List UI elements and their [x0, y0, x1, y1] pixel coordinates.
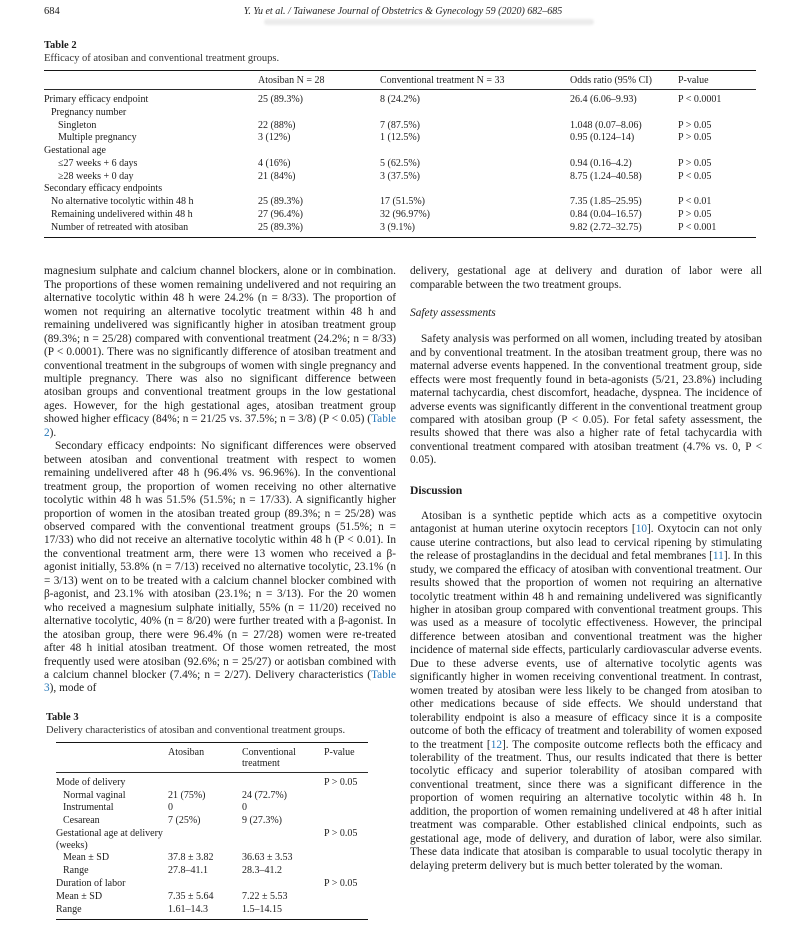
- citation-link[interactable]: 11: [712, 550, 724, 563]
- table2-block: [44, 40, 762, 238]
- table-row: [44, 196, 756, 209]
- row-label: Multiple pregnancy: [58, 132, 137, 144]
- citation-link[interactable]: 10: [635, 523, 647, 536]
- cell-value: 1 (12.5%): [380, 132, 420, 144]
- table-row: [56, 877, 368, 890]
- row-label: Range: [56, 903, 82, 915]
- row-label: Number of retreated with atosiban: [51, 221, 189, 233]
- paragraph: [410, 265, 762, 292]
- text-segment: ).: [49, 426, 57, 439]
- cell-value: [570, 145, 678, 158]
- cell-value: P > 0.05: [678, 132, 712, 144]
- column-header: Conventional treatment N = 33: [380, 75, 505, 86]
- table-row: [44, 157, 756, 170]
- text-segment: Atosiban is a synthetic peptide which acts as a competitive oxytocin antagonist at human uterine oxytocin receptors [: [410, 509, 762, 536]
- cell-value: [168, 877, 242, 890]
- cell-value: 25 (89.3%): [258, 94, 303, 105]
- row-label: Gestational age at delivery (weeks): [56, 828, 163, 851]
- table-row: [44, 132, 756, 145]
- paragraph: [44, 440, 396, 696]
- cell-value: [324, 789, 368, 802]
- row-label: Range: [63, 865, 89, 877]
- cell-value: 7 (25%): [168, 815, 201, 827]
- table-row: [56, 890, 368, 903]
- cell-value: [678, 145, 756, 158]
- running-title: Y. Yu et al. / Taiwanese Journal of Obstetrics & Gynecology 59 (2020) 682–685: [243, 6, 563, 17]
- citation-link[interactable]: 12: [490, 738, 502, 751]
- cell-value: 7.35 ± 5.64: [168, 890, 214, 902]
- row-label: ≤27 weeks + 6 days: [58, 157, 138, 169]
- text-segment: Secondary efficacy endpoints: No significant differences were observed between atosiban and conventional treatment with respect to women remaining undelivered after 48 h (96.4% vs. 96.96%). In the conventional treatment group, the proportion of women receiving no other alternative tocolytic within 48 h was 51.5% (51.5%; n = 17/33). A significantly higher proportion of women in the atosiban treated group (89.3%; n = 25/28) was observed compared with the conventional treatment groups (51.5%; n = 17/33) who did not receive an alternative tocolytic within 48 h (P < 0.01). In the conventional treatment arm, there were 13 women who received a β-agonist initially, 53.8% (n = 7/13) received no alternative tocolytic, 23.1% (n = 3/13) went on to be treated with a calcium channel blocker combined with β-agonist, and 23.1% with atosiban (23.1%; n = 3/13). For the 20 women who received a magnesium sulphate initially, 55% (n = 11/20) received no alternative tocolytic, 40% (n = 8/20) were further treated with a β-agonist. In the atosiban group, there were 96.4% (n = 27/28) women were re-treated after 48 h initial atosiban treatment. Of those women retreated, the most frequently used were atosiban (92.6%; n = 25/27) or aotisban combined with a calcium channel blocker (7.4%; n = 2/27). Delivery characteristics (: [44, 440, 396, 681]
- row-label: Cesarean: [63, 815, 100, 827]
- cell-value: [258, 145, 380, 158]
- cell-value: P < 0.01: [678, 196, 712, 208]
- cell-value: 1.5–14.15: [242, 903, 282, 915]
- table-header-row: [44, 71, 756, 90]
- table-row: [56, 852, 368, 865]
- cell-value: 21 (75%): [168, 789, 206, 801]
- table2-label: Table 2: [44, 40, 77, 51]
- table3-label: Table 3: [46, 711, 79, 723]
- table-row: [44, 183, 756, 196]
- paragraph: [410, 333, 762, 468]
- cell-value: 0.95 (0.124–14): [570, 132, 635, 144]
- table3-block: [46, 712, 396, 920]
- row-label: Secondary efficacy endpoints: [44, 183, 163, 195]
- text-segment: ), mode of: [49, 682, 97, 695]
- cell-value: 17 (51.5%): [380, 196, 425, 208]
- row-label: Instrumental: [63, 802, 114, 814]
- cell-value: P > 0.05: [324, 776, 358, 788]
- cell-value: [324, 815, 368, 828]
- section-heading-safety: Safety assessments: [410, 307, 496, 320]
- cell-value: P > 0.05: [678, 157, 712, 169]
- paragraph: [410, 510, 762, 873]
- text-segment: magnesium sulphate and calcium channel blockers, alone or in combination. The proportions of these women remaining undelivered and not requiring an alternative tocolytic within 48 h were 24.2% (n = 8/33). The proportion of women not requiring an alternative tocolytic treatment within 48 h and remaining undelivered was significantly higher in atosiban treatment group (89.3%; n = 25/28) compared with conventional treatment (24.2%; n = 8/33) (P < 0.0001). There was no significantly difference of atosiban treatment and conventional treatment in the subgroups of women with single pregnancy and multiple pregnancy. There was also no significant difference between atosiban groups and conventional treatment groups in the low gestational ages. However, for the high gestational ages, atosiban treatment group showed higher efficacy (84%; n = 21/25 vs. 37.5%; n = 3/8) (P < 0.05) (: [44, 265, 396, 426]
- table-row: [44, 106, 756, 119]
- column-header: Conventional treatment: [242, 746, 296, 769]
- text-segment: Safety analysis was performed on all women, including treated by atosiban and by conventional treatment. In the atosiban treatment group, there was no maternal adverse events happened. In the conventional treatment group, side effects were most frequently found in beta-agonists (5/21, 23.8%) including maternal tachycardia, chest discomfort, headache, dyspnea. The incidence of adverse events was significantly different in the conventional treatment group compared with atosiban group (P < 0.05). For fetal safety assessment, the results showed that there was also a higher rate of fetal tachycardia with conventional treatment compared with atosiban treatment (4.7% vs. 0, P < 0.05).: [410, 333, 762, 467]
- table-row: [56, 802, 368, 815]
- left-column: [44, 265, 396, 920]
- cell-value: 26.4 (6.06–9.93): [570, 94, 637, 105]
- cell-value: 7.22 ± 5.53: [242, 890, 288, 902]
- table3-caption: Delivery characteristics of atosiban and conventional treatment groups.: [46, 724, 346, 736]
- cell-value: 27 (96.4%): [258, 209, 303, 221]
- paragraph: [44, 265, 396, 440]
- table-row: [56, 789, 368, 802]
- cell-value: 0: [168, 802, 173, 814]
- body-columns: [44, 265, 762, 920]
- cell-value: 0.84 (0.04–16.57): [570, 209, 642, 221]
- cell-value: 37.8 ± 3.82: [168, 852, 214, 864]
- table-row: [56, 815, 368, 828]
- table-row: [56, 865, 368, 878]
- cell-value: [242, 827, 324, 851]
- row-label: Duration of labor: [56, 877, 126, 889]
- cell-value: [324, 802, 368, 815]
- section-heading-discussion: Discussion: [410, 483, 463, 497]
- cell-value: 25 (89.3%): [258, 221, 303, 233]
- text-segment: ]. The composite outcome reflects both the efficacy and tolerability of the treatment. Thus, our results indicated that there is better tocolytic efficacy and superior tolerability of atosiban compared with conventional treatment, since there was a significant difference in the proportion of women requiring an alternative tocolytic within 48 h. In addition, the proportion of women remaining undelivered at 48 h after initial treatment was comparable. Other established clinical endpoints, such as gestational age, mode of delivery, and duration of labor, were also similar. These data indicate that atosiban is comparable to usual tocolytic therapy in delaying preterm delivery but is much better tolerated by the woman.: [410, 738, 762, 872]
- column-header: P-value: [678, 75, 709, 86]
- cell-value: 28.3–41.2: [242, 865, 282, 877]
- cell-value: 5 (62.5%): [380, 157, 420, 169]
- cell-value: 7 (87.5%): [380, 119, 420, 131]
- cell-value: 32 (96.97%): [380, 209, 430, 221]
- table2-caption: Efficacy of atosiban and conventional treatment groups.: [44, 53, 280, 64]
- cell-value: 8.75 (1.24–40.58): [570, 170, 642, 182]
- row-label: ≥28 weeks + 0 day: [58, 170, 134, 182]
- cell-value: [678, 183, 756, 196]
- cell-value: [380, 145, 570, 158]
- row-label: Singleton: [58, 119, 97, 131]
- text-segment: delivery, gestational age at delivery and duration of labor were all comparable between the two treatment groups.: [410, 265, 762, 291]
- cell-value: 9.82 (2.72–32.75): [570, 221, 642, 233]
- cell-value: P > 0.05: [324, 828, 358, 840]
- cell-value: [168, 827, 242, 851]
- cell-value: [324, 865, 368, 878]
- cell-value: 24 (72.7%): [242, 789, 287, 801]
- cell-value: 1.048 (0.07–8.06): [570, 119, 642, 131]
- cell-value: [242, 877, 324, 890]
- row-label: Primary efficacy endpoint: [44, 94, 149, 105]
- row-label: Remaining undelivered within 48 h: [51, 209, 193, 221]
- right-column: [410, 265, 762, 920]
- cell-value: [324, 890, 368, 903]
- column-header: Odds ratio (95% CI): [570, 75, 652, 86]
- cell-value: [258, 183, 380, 196]
- row-label: Mode of delivery: [56, 776, 126, 788]
- cell-value: 27.8–41.1: [168, 865, 208, 877]
- cell-value: 0: [242, 802, 247, 814]
- running-head: [44, 6, 762, 24]
- delivery-table: [56, 742, 368, 920]
- row-label: Gestational age: [44, 145, 106, 157]
- table-row: [44, 221, 756, 238]
- cell-value: [324, 903, 368, 920]
- cell-value: P > 0.05: [678, 119, 712, 131]
- citation-link[interactable]: Table 2: [44, 413, 396, 439]
- cell-value: [570, 106, 678, 119]
- efficacy-table: [44, 70, 756, 238]
- column-header: P-value: [324, 746, 355, 758]
- cell-value: 25 (89.3%): [258, 196, 303, 208]
- cell-value: P < 0.05: [678, 170, 712, 182]
- text-segment: ]. In this study, we compared the efficacy of atosiban with conventional treatment. Our results showed that the proportion of women not requiring an alternative tocolytic treatment within 48 h and remaining undelivered was significantly higher in atosiban group compared with conventional treatment groups. This was used as a measure of tocolytic effectiveness. However, the principal difference between atosiban and conventional treatment was the higher incidence of maternal side effects, particularly cardiovascular adverse events. Due to these adverse events, use of alternative tocolytic agents was significantly higher in women receiving conventional treatment. In contrast, women treated by atosiban were less likely to be changed from atosiban to other medications because of side effects. We should understand that tolerability endpoint is also a measure of efficacy since it is a composite outcome of both the efficacy of treatment and tolerability of women exposed to the treatment [: [410, 550, 763, 751]
- citation-link[interactable]: Table 3: [44, 669, 396, 695]
- cell-value: 4 (16%): [258, 157, 291, 169]
- cell-value: P < 0.0001: [678, 94, 722, 105]
- cell-value: P < 0.001: [678, 221, 717, 233]
- table-row: [44, 119, 756, 132]
- text-segment: ]. Oxytocin can not only cause uterine contractions, but also lead to cervical ripening by stimulating the release of prostaglandins in the decidual and fetal membranes [: [410, 523, 763, 563]
- cell-value: 0.94 (0.16–4.2): [570, 157, 632, 169]
- table-row: [44, 170, 756, 183]
- cell-value: 22 (88%): [258, 119, 296, 131]
- table-row: [56, 772, 368, 789]
- cell-value: [324, 852, 368, 865]
- cell-value: [380, 183, 570, 196]
- cell-value: 8 (24.2%): [380, 94, 420, 105]
- cell-value: 21 (84%): [258, 170, 296, 182]
- row-label: Mean ± SD: [63, 852, 110, 864]
- row-label: Normal vaginal: [63, 789, 126, 801]
- cell-value: 7.35 (1.85–25.95): [570, 196, 642, 208]
- cell-value: 1.61–14.3: [168, 903, 208, 915]
- cell-value: 3 (9.1%): [380, 221, 415, 233]
- cell-value: 3 (37.5%): [380, 170, 420, 182]
- table-row: [56, 903, 368, 920]
- page-number: 684: [44, 6, 60, 17]
- row-label: Mean ± SD: [56, 890, 103, 902]
- column-header: Atosiban N = 28: [258, 75, 325, 86]
- cell-value: P > 0.05: [678, 209, 712, 221]
- row-label: Pregnancy number: [51, 106, 127, 118]
- cell-value: [678, 106, 756, 119]
- cell-value: 9 (27.3%): [242, 815, 282, 827]
- row-label: No alternative tocolytic within 48 h: [51, 196, 194, 208]
- scan-artifact: [264, 19, 594, 25]
- table-header-row: [56, 742, 368, 772]
- table-row: [44, 90, 756, 107]
- cell-value: [570, 183, 678, 196]
- table-row: [44, 145, 756, 158]
- cell-value: [258, 106, 380, 119]
- table-row: [56, 827, 368, 851]
- cell-value: 36.63 ± 3.53: [242, 852, 293, 864]
- column-header: [44, 71, 258, 90]
- cell-value: [242, 772, 324, 789]
- cell-value: [380, 106, 570, 119]
- cell-value: [168, 772, 242, 789]
- column-header: Atosiban: [168, 746, 205, 758]
- column-header: [56, 742, 168, 772]
- cell-value: 3 (12%): [258, 132, 291, 144]
- table-row: [44, 208, 756, 221]
- cell-value: P > 0.05: [324, 877, 358, 889]
